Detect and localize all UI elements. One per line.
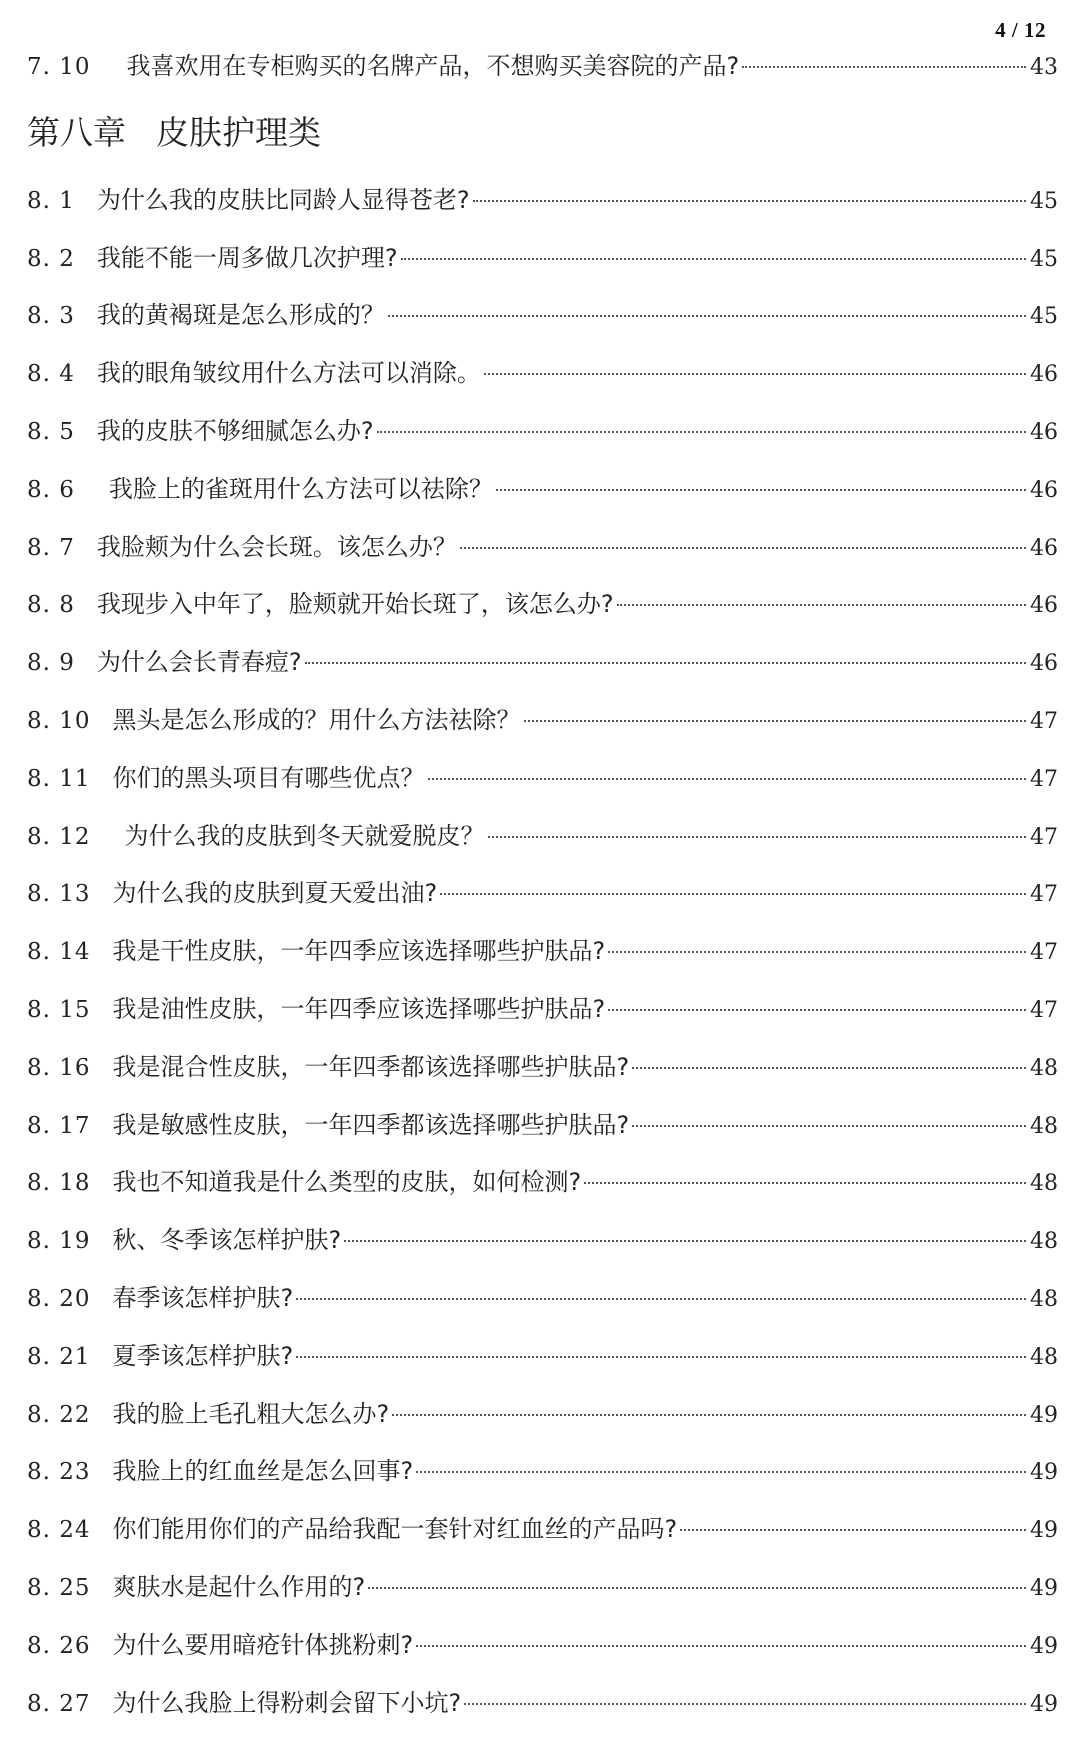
toc-entry-number: 8. 2 [27,245,75,272]
toc-entry-page: 48 [1030,1113,1058,1139]
toc-entry-title: 我现步入中年了，脸颊就开始长斑了，该怎么办? [96,590,614,619]
toc-entry-title: 为什么我脸上得粉刺会留下小坑? [112,1688,462,1717]
toc-entry-number: 8. 13 [27,881,91,908]
toc-entry-number: 7. 10 [27,54,91,80]
toc-entry-title: 为什么我的皮肤比同龄人显得苍老? [96,185,470,214]
toc-entry-number: 8. 9 [27,650,75,677]
toc-entry-number: 8. 18 [27,1170,91,1197]
toc-dot-leader [440,893,1026,895]
toc-dot-leader [401,258,1026,260]
toc-entry[interactable] [27,865,1058,923]
toc-entry-page: 45 [1030,304,1058,330]
toc-entry-number: 8. 26 [27,1632,91,1659]
toc-dot-leader [584,1182,1026,1184]
toc-entry-number: 8. 16 [27,1054,91,1081]
toc-entry-number: 8. 4 [27,361,75,388]
toc-entry-title: 为什么我的皮肤到冬天就爱脱皮？ [124,821,485,850]
toc-entry[interactable] [27,576,1058,634]
toc-entry-number: 8. 12 [27,823,91,850]
toc-entry[interactable] [27,981,1058,1039]
toc-entry[interactable] [27,923,1058,981]
toc-entry-number: 8. 21 [27,1343,91,1370]
toc-entry[interactable] [27,172,1058,230]
toc-entry-number: 8. 14 [27,939,91,966]
toc-entry[interactable] [27,808,1058,866]
toc-entry[interactable] [27,1039,1058,1097]
toc-entry-page: 46 [1030,535,1058,561]
toc-dot-leader [296,1298,1026,1300]
toc-entry[interactable] [27,1501,1058,1559]
toc-entry-title: 我脸颊为什么会长斑。该怎么办？ [96,532,457,561]
toc-dot-leader [473,200,1026,202]
toc-entry-page: 47 [1030,882,1058,908]
toc-entry[interactable] [27,1270,1058,1328]
toc-dot-leader [484,373,1026,375]
toc-entry-number: 8. 5 [27,418,75,445]
toc-dot-leader [344,1240,1026,1242]
toc-entry[interactable] [27,750,1058,808]
toc-dot-leader [632,1067,1026,1069]
toc-entry-number: 8. 22 [27,1401,91,1428]
toc-dot-leader [305,662,1026,664]
toc-entry-title: 你们的黑头项目有哪些优点？ [112,763,425,792]
toc-entry-title: 我能不能一周多做几次护理? [96,243,398,272]
toc-entry-number: 8. 25 [27,1574,91,1601]
toc-entry[interactable] [27,1212,1058,1270]
toc-dot-leader [416,1471,1026,1473]
toc-entry-page: 46 [1030,419,1058,445]
toc-dot-leader [524,720,1026,722]
toc-entry-title: 爽肤水是起什么作用的? [112,1572,366,1601]
toc-dot-leader [608,1009,1026,1011]
toc-entry-number: 8. 27 [27,1690,91,1717]
table-of-contents [27,38,1058,1732]
toc-dot-leader [377,431,1026,433]
toc-entry-title: 我的眼角皱纹用什么方法可以消除。 [96,359,481,388]
toc-entry-title: 为什么我的皮肤到夏天爱出油? [112,879,438,908]
toc-entry-number: 8. 20 [27,1285,91,1312]
toc-entry[interactable] [27,38,1058,96]
toc-dot-leader [608,951,1026,953]
toc-entry-title: 我脸上的红血丝是怎么回事? [112,1457,414,1486]
toc-dot-leader [464,1703,1026,1705]
toc-entry-page: 49 [1030,1633,1058,1659]
toc-entry[interactable] [27,345,1058,403]
toc-entry-title: 我是油性皮肤，一年四季应该选择哪些护肤品? [112,994,606,1023]
toc-entry-title: 我脸上的雀斑用什么方法可以祛除？ [108,474,493,503]
toc-entry-page: 49 [1030,1518,1058,1544]
toc-entry-number: 8. 7 [27,534,75,561]
toc-entry[interactable] [27,1097,1058,1155]
toc-entry-title: 黑头是怎么形成的？用什么方法祛除？ [112,705,521,734]
page-counter: 4 / 12 [995,18,1046,42]
toc-dot-leader [460,547,1026,549]
toc-entry-title: 你们能用你们的产品给我配一套针对红血丝的产品吗? [112,1515,678,1544]
toc-dot-leader [428,778,1026,780]
toc-dot-leader [388,315,1026,317]
toc-entry-page: 46 [1030,593,1058,619]
toc-entry-page: 49 [1030,1575,1058,1601]
toc-entry-page: 48 [1030,1055,1058,1081]
toc-entry-title: 为什么要用暗疮针体挑粉刺? [112,1630,414,1659]
toc-entries-before-chapter [27,38,1058,96]
toc-dot-leader [416,1645,1026,1647]
toc-dot-leader [680,1529,1026,1531]
toc-entry-number: 8. 19 [27,1228,91,1255]
toc-entry[interactable] [27,287,1058,345]
toc-entry-title: 春季该怎样护肤? [112,1283,294,1312]
toc-entry-title: 我的黄褐斑是怎么形成的？ [96,301,385,330]
toc-entry-page: 47 [1030,708,1058,734]
toc-entry-page: 47 [1030,997,1058,1023]
toc-entry[interactable] [27,634,1058,692]
toc-entry-page: 47 [1030,940,1058,966]
toc-dot-leader [632,1125,1026,1127]
toc-entry-number: 8. 1 [27,187,75,214]
toc-entry-page: 46 [1030,477,1058,503]
toc-entry-page: 47 [1030,824,1058,850]
toc-entry-title: 我的皮肤不够细腻怎么办? [96,416,374,445]
toc-entry[interactable] [27,230,1058,288]
toc-dot-leader [368,1587,1026,1589]
toc-entry-page: 46 [1030,362,1058,388]
toc-entry-number: 8. 23 [27,1459,91,1486]
toc-entry-page: 49 [1030,1460,1058,1486]
toc-entry-page: 45 [1030,246,1058,272]
toc-entry-number: 8. 6 [27,476,75,503]
chapter-title: 皮肤护理类 [156,112,321,152]
toc-entry[interactable] [27,1328,1058,1386]
toc-entry[interactable] [27,461,1058,519]
toc-entry-title: 我是干性皮肤，一年四季应该选择哪些护肤品? [112,937,606,966]
toc-entry[interactable] [27,403,1058,461]
toc-entry-title: 我的脸上毛孔粗大怎么办? [112,1399,390,1428]
chapter-number: 第八章 [27,112,126,152]
toc-dot-leader [296,1356,1026,1358]
toc-entry[interactable] [27,1675,1058,1733]
toc-entry-title: 我是敏感性皮肤，一年四季都该选择哪些护肤品? [112,1110,630,1139]
toc-entry-number: 8. 17 [27,1112,91,1139]
toc-dot-leader [488,836,1026,838]
toc-entry-number: 8. 3 [27,303,75,330]
toc-entry[interactable] [27,692,1058,750]
toc-entry-number: 8. 10 [27,707,91,734]
toc-dot-leader [617,604,1026,606]
toc-entry-page: 43 [1030,55,1058,80]
toc-entry-title: 我是混合性皮肤，一年四季都该选择哪些护肤品? [112,1052,630,1081]
toc-entry[interactable] [27,1617,1058,1675]
toc-entry-title: 我也不知道我是什么类型的皮肤，如何检测? [112,1168,582,1197]
toc-entry-title: 夏季该怎样护肤? [112,1341,294,1370]
toc-entries [27,172,1058,1733]
toc-entry-number: 8. 15 [27,996,91,1023]
toc-entry-page: 49 [1030,1691,1058,1717]
toc-entry-page: 48 [1030,1286,1058,1312]
toc-entry-page: 48 [1030,1171,1058,1197]
toc-entry-number: 8. 24 [27,1517,91,1544]
toc-entry-page: 47 [1030,766,1058,792]
toc-entry[interactable] [27,1443,1058,1501]
toc-entry-page: 46 [1030,651,1058,677]
toc-entry-title: 我喜欢用在专柜购买的名牌产品，不想购买美容院的产品? [126,52,740,80]
toc-dot-leader [496,489,1026,491]
toc-entry-page: 45 [1030,188,1058,214]
toc-entry-title: 秋、冬季该怎样护肤? [112,1226,342,1255]
toc-entry-number: 8. 11 [27,765,91,792]
toc-entry-title: 为什么会长青春痘? [96,648,302,677]
toc-entry-page: 48 [1030,1229,1058,1255]
toc-entry[interactable] [27,1386,1058,1444]
toc-entry[interactable] [27,1154,1058,1212]
toc-entry[interactable] [27,1559,1058,1617]
toc-entry-number: 8. 8 [27,592,75,619]
chapter-heading [27,100,1058,166]
toc-entry-page: 48 [1030,1344,1058,1370]
toc-dot-leader [742,66,1026,68]
toc-entry[interactable] [27,519,1058,577]
toc-entry-page: 49 [1030,1402,1058,1428]
toc-dot-leader [392,1414,1026,1416]
